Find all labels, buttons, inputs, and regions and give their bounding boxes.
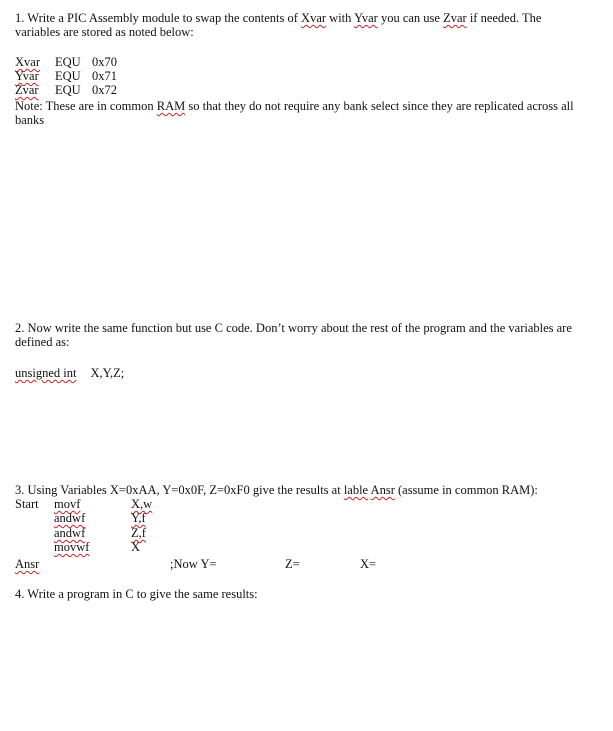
q2-vars: X,Y,Z; [90,366,125,380]
code-op: andwf [54,511,86,525]
now-y-label: ;Now Y= [170,557,217,571]
equate-op: EQU [55,83,81,97]
q1-note-ram: RAM [156,99,186,113]
x-equals-label: X= [360,557,377,571]
start-label: Start [15,497,39,511]
question-1-text [15,11,583,39]
code-arg: Z,f [131,526,146,540]
equate-name: Xvar [15,55,40,69]
equate-value: 0x71 [92,69,117,83]
equate-op: EQU [55,55,81,69]
equate-value: 0x70 [92,55,117,69]
q1-note [15,99,597,127]
code-op: andwf [54,526,86,540]
code-arg: X,w [131,497,153,511]
q1-text-part-d: if needed. The variables are stored as noted below: [15,11,542,39]
code-arg: X [131,540,141,554]
equate-name: Zvar [15,83,39,97]
q1-note-part-a: Note: These are in common [15,99,157,113]
equate-value: 0x72 [92,83,117,97]
q1-yvar: Yvar [354,11,378,25]
code-op: movf [54,497,81,511]
q3-label-name: Ansr [370,483,395,497]
q2-declaration [15,366,124,380]
ansr-label: Ansr [15,557,40,571]
question-2-text: 2. Now write the same function but use C code. Don’t worry about the rest of the program and the variables are defined as: [15,321,572,349]
q1-text-part-a: 1. Write a PIC Assembly module to swap the contents of [15,11,302,25]
q3-label-keyword: lable [343,483,369,497]
question-4-text: 4. Write a program in C to give the same results: [15,587,258,601]
z-equals-label: Z= [285,557,300,571]
q1-note-part-b: so that they do not require any bank select since they are replicated across all banks [15,99,574,127]
q3-text-part-b: (assume in common RAM): [394,483,538,497]
code-arg: Y,f [131,511,146,525]
q1-text-part-c: you can use [377,11,444,25]
code-op: movwf [54,540,90,554]
q1-xvar: Xvar [301,11,327,25]
q1-text-part-b: with [326,11,355,25]
equate-op: EQU [55,69,81,83]
q3-text-part-a: 3. Using Variables X=0xAA, Y=0x0F, Z=0xF0 give the results at [15,483,344,497]
q2-type-keyword: unsigned int [15,366,77,380]
equate-name: Yvar [15,69,39,83]
question-3-text [15,483,538,497]
q1-zvar: Zvar [443,11,467,25]
